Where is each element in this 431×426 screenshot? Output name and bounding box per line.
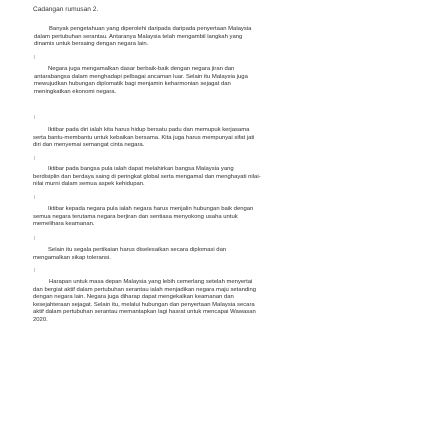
paragraph-line: meningkatkan ekonomi negara.	[34, 88, 117, 95]
paragraph-2	[34, 66, 248, 96]
paragraph-1	[34, 26, 251, 49]
paragraph-line: mengamalkan sikap toleransi.	[33, 254, 111, 261]
paragraph-line: kesejahteraan sejagat. Selain itu, melalui hubungan dan penyertaan Malaysia secara	[33, 301, 255, 308]
paragraph-line: Iktibar pada diri ialah kita harus hidup bersatu padu dan memupuk kerjasama	[48, 127, 250, 133]
paragraph-line: nilai murni dalam semua aspek kehidupan.	[33, 181, 145, 188]
paragraph-line: dinamis untuk bersaing dengan negara lain.	[34, 41, 149, 48]
paragraph-line: Iktibar pada bangsa pula ialah dapat melahirkan bangsa Malaysia yang	[48, 166, 234, 172]
paragraph-5	[33, 206, 253, 229]
paragraph-6	[33, 247, 226, 262]
paragraph-line: dan bergiat aktif dalam pertubuhan serantau ialah menjadikan negara maju setanding	[33, 286, 257, 293]
paragraph-line: dalam pertubuhan serantau. Antaranya Malaysia telah mengambil langkah yang	[34, 33, 243, 40]
paragraph-line: antarabangsa dalam menghadapi pelbagai ancaman luar. Selain itu Malaysia juga	[34, 73, 248, 80]
margin-mark	[34, 115, 35, 119]
paragraph-line: Selain itu segala pertikaian harus diselesaikan secara diplomasi dan	[48, 247, 227, 253]
paragraph-line: diri dan menyemai semangat cinta negara.	[33, 142, 145, 149]
paragraph-line: Negara juga mengamalkan dasar berbaik-baik dengan negara jiran dan	[48, 66, 235, 72]
paragraph-line: aktif dalam pertubuhan serantau memantapkan lagi hasrat untuk mencapai Wawasan	[33, 309, 256, 316]
paragraph-line: Iktibar kepada negara pula ialah negara harus menjalin hubungan baik dengan	[48, 206, 254, 212]
paragraph-3	[33, 127, 254, 150]
paragraph-7	[33, 279, 256, 325]
paragraph-line: semua negara terutama negara berjiran dan sentiasa menyokong usaha untuk	[33, 213, 238, 220]
paragraph-line: berdisiplin dan berdaya saing di peringkat global serta mengamal dan menghayati nilai-	[33, 173, 261, 180]
paragraph-line: Harapan untuk masa depan Malaysia yang lebih cemerlang setelah menyertai	[49, 279, 253, 285]
margin-mark	[34, 195, 35, 199]
paragraph-line: Banyak pengetahuan yang diperolehi daripada daripada penyertaan Malaysia	[49, 26, 252, 32]
section-heading: Cadangan rumusan 2.	[33, 6, 99, 13]
paragraph-line: dengan negara lain. Negara juga diharap dapat mengekalkan keamanan dan	[33, 294, 234, 301]
paragraph-line: 2020.	[33, 316, 48, 323]
margin-mark	[34, 55, 35, 59]
margin-mark	[34, 236, 35, 240]
paragraph-4	[33, 166, 261, 189]
margin-mark	[34, 268, 35, 272]
paragraph-line: mewujudkan hubungan diplomatik bagi menjamin keharmonian sejagat dan	[34, 81, 231, 88]
paragraph-line: memelihara keamanan.	[33, 221, 95, 228]
margin-mark	[34, 156, 35, 160]
paragraph-line: serta bantu-membantu untuk kebaikan bersama. Kita juga harus mempunyai sifat jati	[33, 134, 255, 141]
